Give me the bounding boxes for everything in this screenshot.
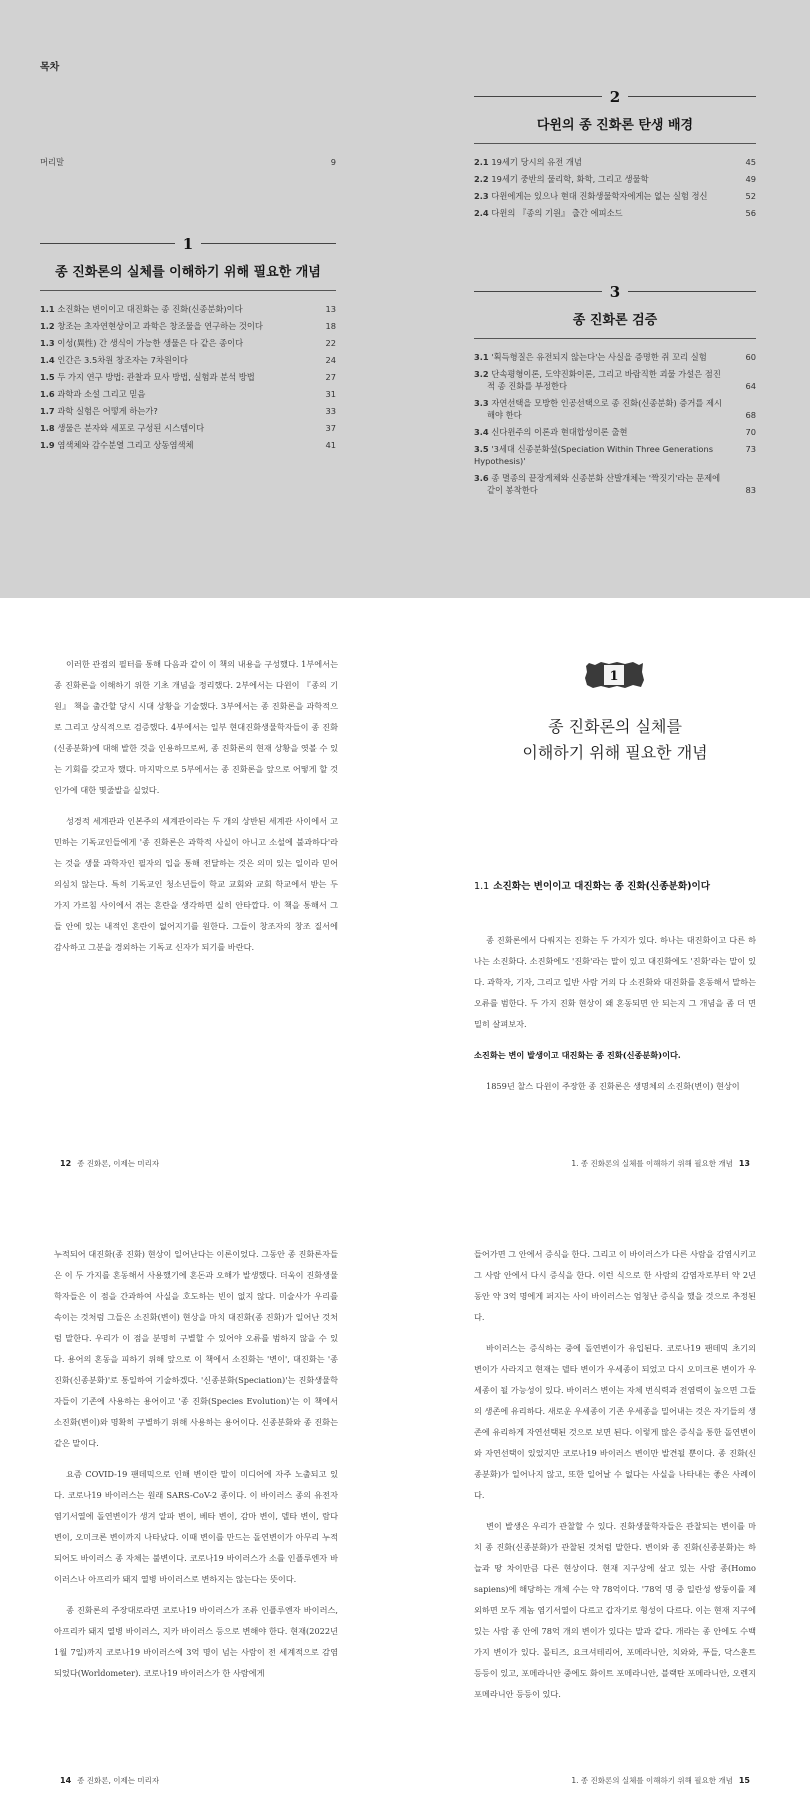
toc-item-text — [40, 354, 317, 366]
paragraph: 요즘 COVID-19 팬데믹으로 인해 변이란 말이 미디어에 자주 노출되고 있다. 코로나19 바이러스는 원래 SARS-CoV-2 종이다. 이 바이러스 종의 유전자 염기서열에 돌연변이가 생겨 알파 변이, 베타 변이, 감마 변이, 델타 변이, 람다 변이, 오미크론 변이까지 나타났다. 이때 변이를 만드는 돌연변이가 아무리 누적되어도 바이러스 종 자체는 불변이다. 코로나19 바이러스가 소를 인플루엔자 바이러스나 아프리카 돼지 열병 바이러스로 변하지는 않는다는 뜻이다. — [54, 1469, 338, 1584]
toc-item[interactable] — [474, 190, 756, 202]
toc-item[interactable] — [40, 405, 336, 417]
toc-part-title[interactable]: 종 진화론 검증 — [572, 313, 658, 328]
toc-item-title: 19세기 당시의 유전 개념 — [491, 157, 582, 167]
toc-part-header — [40, 234, 336, 253]
toc-item-page: 73 — [745, 444, 756, 454]
paragraph: 종 진화론에서 다뤄지는 진화는 두 가지가 있다. 하나는 대진화이고 다른 하나는 소진화다. 소진화에도 '진화'라는 말이 있고 대진화에도 '진화'라는 말이 있다. 과학자, 기자, 그리고 일반 사람 거의 다 소진화와 대진화를 혼동해서 말하는 오류를 범한다. 두 가지 진화 현상이 왜 혼동되면 안 되는지 그 개념을 좀 더 면밀히 살펴보자. — [474, 935, 756, 1029]
toc-item[interactable] — [40, 371, 336, 383]
paragraph: 성경적 세계관과 인본주의 세계관이라는 두 개의 상반된 세계관 사이에서 고민하는 기독교인들에게 '종 진화론은 과학적 사실이 아니고 소설에 불과하다'라는 것을 생물 과학자인 필자의 입을 통해 전달하는 것은 의미 있는 일이라 믿어 의심치 않는다. 특히 기독교인 청소년들이 학교 교회와 교회 학교에서 받는 두 가지 가르침 사이에서 겪는 혼란을 생각하면 실히 안타깝다. 이 책을 통해서 그들 안에 있는 내적인 혼란이 없어지기를 원한다. 그들이 창조자의 창조 질서에 감사하고 그분을 경외하는 기독교 신자가 되기를 바란다. — [54, 816, 338, 952]
toc-part-header — [474, 282, 756, 301]
toc-item-page: 49 — [745, 174, 756, 184]
toc-item-number: 2.1 — [474, 157, 489, 167]
toc-item[interactable] — [474, 173, 756, 185]
toc-item[interactable] — [474, 472, 756, 496]
section-number: 1.1 — [474, 881, 490, 892]
toc-item-page: 31 — [325, 389, 336, 399]
toc-item-title: 다윈의 『종의 기원』 출간 에피소드 — [491, 208, 623, 218]
toc-item-text — [40, 320, 317, 332]
toc-item-number: 1.3 — [40, 338, 55, 348]
toc-preface-row[interactable] — [40, 156, 336, 168]
bold-statement: 소진화는 변이 발생이고 대진화는 종 진화(신종분화)이다. — [474, 1050, 681, 1060]
toc-item-number: 3.1 — [474, 352, 489, 362]
toc-item-title: 신다윈주의 이론과 현대합성이론 출현 — [491, 427, 628, 437]
toc-part-number: 1 — [175, 235, 201, 253]
page-number: 14 — [60, 1776, 72, 1785]
paragraph: 들어가면 그 안에서 증식을 한다. 그리고 이 바이러스가 다른 사람을 감염시키고 그 사람 안에서 다시 증식을 한다. 이런 식으로 한 사람의 감염자로부터 약 2년 동안 약 3억 명에게 퍼지는 사이 바이러스는 엄청난 증식을 했을 것으로 추정된다. — [474, 1249, 756, 1322]
toc-item-number: 1.8 — [40, 423, 55, 433]
toc-item-text — [40, 371, 317, 383]
page-15-folio — [550, 1775, 756, 1786]
toc-item-title: 두 가지 연구 방법: 관찰과 묘사 방법, 실험과 분석 방법 — [57, 372, 255, 382]
toc-item-title: 단속평형이론, 도약진화이론, 그리고 바람직한 괴물 가설은 점진 — [491, 369, 721, 379]
toc-item-text — [474, 173, 737, 185]
toc-item-text — [474, 426, 737, 438]
toc-item-page: 45 — [745, 157, 756, 167]
toc-item-title: 소진화는 변이이고 대진화는 종 진화(신종분화)이다 — [57, 304, 243, 314]
toc-item-page: 22 — [325, 338, 336, 348]
page-12-body — [54, 654, 338, 968]
toc-item-title-continued: 적 종 진화를 부정한다 — [487, 381, 568, 391]
toc-item[interactable] — [40, 388, 336, 400]
toc-item-number: 3.2 — [474, 369, 489, 379]
toc-item-page: 56 — [745, 208, 756, 218]
toc-item[interactable] — [40, 303, 336, 315]
toc-item-text — [40, 303, 317, 315]
toc-item-page: 13 — [325, 304, 336, 314]
paragraph: 1859년 찰스 다윈이 주장한 종 진화론은 생명체의 소진화(변이) 현상이 — [486, 1081, 740, 1091]
toc-item-text — [474, 443, 737, 467]
toc-item-title: 과학 실험은 어떻게 하는가? — [57, 406, 158, 416]
toc-item-list — [40, 303, 336, 451]
divider — [474, 338, 756, 339]
running-head: 1. 종 진화론의 실체를 이해하기 위해 필요한 개념 — [571, 1159, 733, 1168]
toc-item[interactable] — [474, 207, 756, 219]
toc-part-title[interactable]: 다윈의 종 진화론 탄생 배경 — [536, 118, 694, 133]
section-heading — [474, 878, 756, 892]
toc-part-number: 2 — [602, 88, 628, 106]
toc-preface-title: 머리말 — [40, 157, 65, 167]
running-head: 종 진화론, 이제는 미리자 — [77, 1159, 160, 1168]
toc-item[interactable] — [474, 397, 756, 421]
chapter-badge — [583, 660, 645, 690]
toc-item-text — [474, 351, 737, 363]
toc-item[interactable] — [474, 156, 756, 168]
toc-item-number: 2.2 — [474, 174, 489, 184]
toc-item-number: 3.6 — [474, 473, 489, 483]
toc-item[interactable] — [40, 354, 336, 366]
toc-item-number: 3.3 — [474, 398, 489, 408]
page-15-body — [474, 1244, 756, 1715]
toc-spread — [0, 0, 810, 598]
toc-item-page: 24 — [325, 355, 336, 365]
toc-item-title: 자연선택을 모방한 인공선택으로 종 진화(신종분화) 증거를 제시 — [491, 398, 723, 408]
toc-item-page: 27 — [325, 372, 336, 382]
toc-part-title[interactable]: 종 진화론의 실체를 이해하기 위해 필요한 개념 — [55, 265, 321, 280]
toc-item-text — [474, 207, 737, 219]
toc-item-list — [474, 156, 756, 219]
page-13-body — [474, 930, 756, 1107]
toc-item-page: 52 — [745, 191, 756, 201]
toc-item[interactable] — [474, 368, 756, 392]
toc-item[interactable] — [40, 320, 336, 332]
page-number: 12 — [60, 1159, 72, 1168]
toc-left-column — [40, 156, 336, 168]
paragraph: 바이러스는 증식하는 중에 돌연변이가 유입된다. 코로나19 팬데믹 초기의 변이가 사라지고 현재는 델타 변이가 우세종이 되었고 다시 오미크론 변이가 우세종이 될 가능성이 있다. 바이러스 변이는 자체 번식력과 전염력이 높으면 그들의 생존에 유리하다. 새로운 우세종이 기존 우세종을 밀어내는 것은 자기들의 생존에 유리하게 자연선택된 것으로 보면 된다. 이렇게 많은 증식을 통한 돌연변이와 자연선택이 있었지만 코로나19 바이러스 변이만 발견될 뿐이다. 종 진화(신종분화)가 일어나지 않고, 또한 일어날 수 없다는 사실을 나타내는 좋은 사례이다. — [474, 1343, 756, 1500]
toc-item-title: 종 멸종의 끝장게체와 신종분화 산발개체는 '짝짓기'라는 문제에 — [491, 473, 721, 483]
paragraph: 종 진화론의 주장대로라면 코로나19 바이러스가 조류 인플루엔자 바이러스, 아프리카 돼지 열병 바이러스, 지카 바이러스 등으로 변해야 한다. 현재(2022년 1월 7일)까지 코로나19 바이러스에 3억 명이 넘는 사람이 전 세계적으로 감염되었다(Worldometer). 코로나19 바이러스가 한 사람에게 — [54, 1605, 338, 1678]
toc-item-title: 다윈에게는 있으나 현대 진화생물학자에게는 없는 실험 정신 — [491, 191, 708, 201]
toc-item-text — [474, 472, 737, 496]
toc-item-page: 18 — [325, 321, 336, 331]
toc-item-text — [40, 388, 317, 400]
toc-item-title-continued: 해야 한다 — [487, 410, 522, 420]
toc-item-title: 과학과 소설 그리고 믿음 — [57, 389, 146, 399]
toc-item-page: 41 — [325, 440, 336, 450]
toc-item-page: 37 — [325, 423, 336, 433]
toc-item-list — [474, 351, 756, 496]
toc-item[interactable] — [40, 337, 336, 349]
toc-item-text — [40, 422, 317, 434]
toc-item-title-continued: 같이 봉착한다 — [487, 485, 538, 495]
toc-item-number: 2.3 — [474, 191, 489, 201]
toc-item-title: 창조는 초자연현상이고 과학은 창조물을 연구하는 것이다 — [57, 321, 263, 331]
toc-item-title: '획득형질은 유전되지 않는다'는 사실을 증명한 쥐 꼬리 실험 — [491, 352, 707, 362]
chapter-title-line: 종 진화론의 실체를 — [548, 717, 682, 736]
chapter-title-line: 이해하기 위해 필요한 개념 — [522, 743, 708, 762]
toc-item-number: 1.2 — [40, 321, 55, 331]
toc-item-number: 1.1 — [40, 304, 55, 314]
toc-item-number: 1.6 — [40, 389, 55, 399]
toc-part-2 — [474, 87, 756, 224]
toc-item-page: 64 — [745, 381, 756, 391]
toc-item-page: 68 — [745, 410, 756, 420]
toc-item-text — [40, 405, 317, 417]
divider — [474, 143, 756, 144]
toc-item-title: 19세기 중반의 물리학, 화학, 그리고 생물학 — [491, 174, 649, 184]
toc-item[interactable] — [474, 443, 756, 467]
paragraph: 변이 발생은 우리가 관찰할 수 있다. 진화생물학자들은 관찰되는 변이를 마치 종 진화(신종분화)가 관찰된 것처럼 말한다. 변이와 종 진화(신종분화)는 하늘과 땅 차이만큼 다른 현상이다. 현재 지구상에 살고 있는 사람 종(Homo sapiens)에 해당하는 개체 수는 약 78억이다. '78억 명 중 일란성 쌍둥이를 제외하면 모두 계놈 염기서열이 다르고 갑자기로 형성이 다르다. 이는 현재 지구에 있는 사람 종 안에 78억 개의 변이가 있다는 말과 같다. 개라는 종 안에도 수백 가지 변이가 있다. 몰티즈, 요크셔테리어, 포메라니안, 치와와, 푸들, 닥스훈트 등등이 있고, 포메라니안 중에도 화이트 포메라니안, 블랙탄 포메라니안, 오렌지 포메라니안 등등이 있다. — [474, 1521, 756, 1699]
toc-item-number: 1.4 — [40, 355, 55, 365]
toc-item-title: 염색체와 감수분열 그리고 상동염색체 — [57, 440, 194, 450]
toc-item-title: '3세대 신종분화설(Speciation Within Three Generations Hypothesis)' — [474, 444, 714, 466]
toc-item[interactable] — [40, 422, 336, 434]
page-number: 15 — [738, 1776, 750, 1785]
toc-item-number: 1.9 — [40, 440, 55, 450]
page-14-body — [54, 1244, 338, 1694]
toc-item-text — [474, 190, 737, 202]
toc-part-header — [474, 87, 756, 106]
toc-part-3 — [474, 282, 756, 501]
toc-label: 목차 — [40, 62, 60, 73]
chapter-number: 1 — [609, 669, 619, 684]
toc-item-title: 이성(異性) 간 생식이 가능한 생물은 다 같은 종이다 — [57, 338, 244, 348]
toc-item-text — [40, 337, 317, 349]
toc-preface-page: 9 — [330, 157, 336, 167]
toc-item-page: 60 — [745, 352, 756, 362]
page-13-folio — [550, 1158, 756, 1169]
divider — [40, 290, 336, 291]
toc-item[interactable] — [474, 426, 756, 438]
chapter-title — [480, 714, 750, 766]
toc-item-text — [40, 439, 317, 451]
toc-item-number: 3.5 — [474, 444, 489, 454]
toc-item-page: 83 — [745, 485, 756, 495]
running-head: 1. 종 진화론의 실체를 이해하기 위해 필요한 개념 — [571, 1776, 733, 1785]
running-head: 종 진화론, 이제는 미리자 — [77, 1776, 160, 1785]
toc-part-number: 3 — [602, 283, 628, 301]
toc-part-1 — [40, 234, 336, 456]
toc-item-number: 1.5 — [40, 372, 55, 382]
toc-item-page: 33 — [325, 406, 336, 416]
section-title: 소진화는 변이이고 대진화는 종 진화(신종분화)이다 — [493, 881, 711, 892]
toc-item-title: 인간은 3.5차원 창조자는 7차원이다 — [57, 355, 188, 365]
toc-item-title: 생물은 분자와 세포로 구성된 시스템이다 — [57, 423, 205, 433]
page-12-folio — [54, 1158, 159, 1169]
toc-item-number: 3.4 — [474, 427, 489, 437]
toc-item-number: 2.4 — [474, 208, 489, 218]
toc-item[interactable] — [40, 439, 336, 451]
page-number: 13 — [738, 1159, 750, 1168]
toc-item-text — [474, 156, 737, 168]
toc-item[interactable] — [474, 351, 756, 363]
paragraph: 누적되어 대진화(종 진화) 현상이 일어난다는 이론이었다. 그동안 종 진화론자들은 이 두 가지를 혼동해서 사용했기에 혼돈과 오해가 발생했다. 더욱이 진화생물학자들은 이 점을 간과하여 사실을 호도하는 빈이 없지 않다. 미술사가 우리를 속이는 것처럼 그들은 소진화(변이) 현상을 마치 대진화(종 진화)가 일어난 것처럼 말한다. 우리가 이 점을 분명히 구별할 수 있어야 오류를 범하지 않을 수 있다. 용어의 혼동을 피하기 위해 앞으로 이 책에서 소진화는 '변이', 대진화는 '종 진화(신종분화)'로 통일하여 기술하겠다. '신종분화(Speciation)'는 진화생물학자들이 기존에 사용하는 용어이고 '종 진화(Species Evolution)'는 이 책에서 소진화(변이)와 명확히 구별하기 위해 사용하는 용어이다. 신종분화와 종 진화는 같은 말이다. — [54, 1249, 338, 1448]
page-14-folio — [54, 1775, 159, 1786]
paragraph: 이러한 관점의 필터를 통해 다음과 같이 이 책의 내용을 구성했다. 1부에서는 종 진화론을 이해하기 위한 기초 개념을 정리했다. 2부에서는 다윈이 『종의 기원』 책을 출간할 당시 시대 상황을 기술했다. 3부에서는 종 진화론을 과학적으로 그리고 상식적으로 검증했다. 4부에서는 일부 현대진화생물학자들이 종 진화(신종분화)에 대해 발한 것을 인용하므로써, 종 진화론의 현재 상황을 엿볼 수 있는 기회를 갖고자 했다. 마지막으로 5부에서는 종 진화론을 앞으로 어떻게 할 것인가에 대한 몇줄발을 실었다. — [54, 659, 338, 795]
toc-item-page: 70 — [745, 427, 756, 437]
toc-item-text — [474, 397, 737, 421]
toc-item-text — [474, 368, 737, 392]
toc-item-number: 1.7 — [40, 406, 55, 416]
